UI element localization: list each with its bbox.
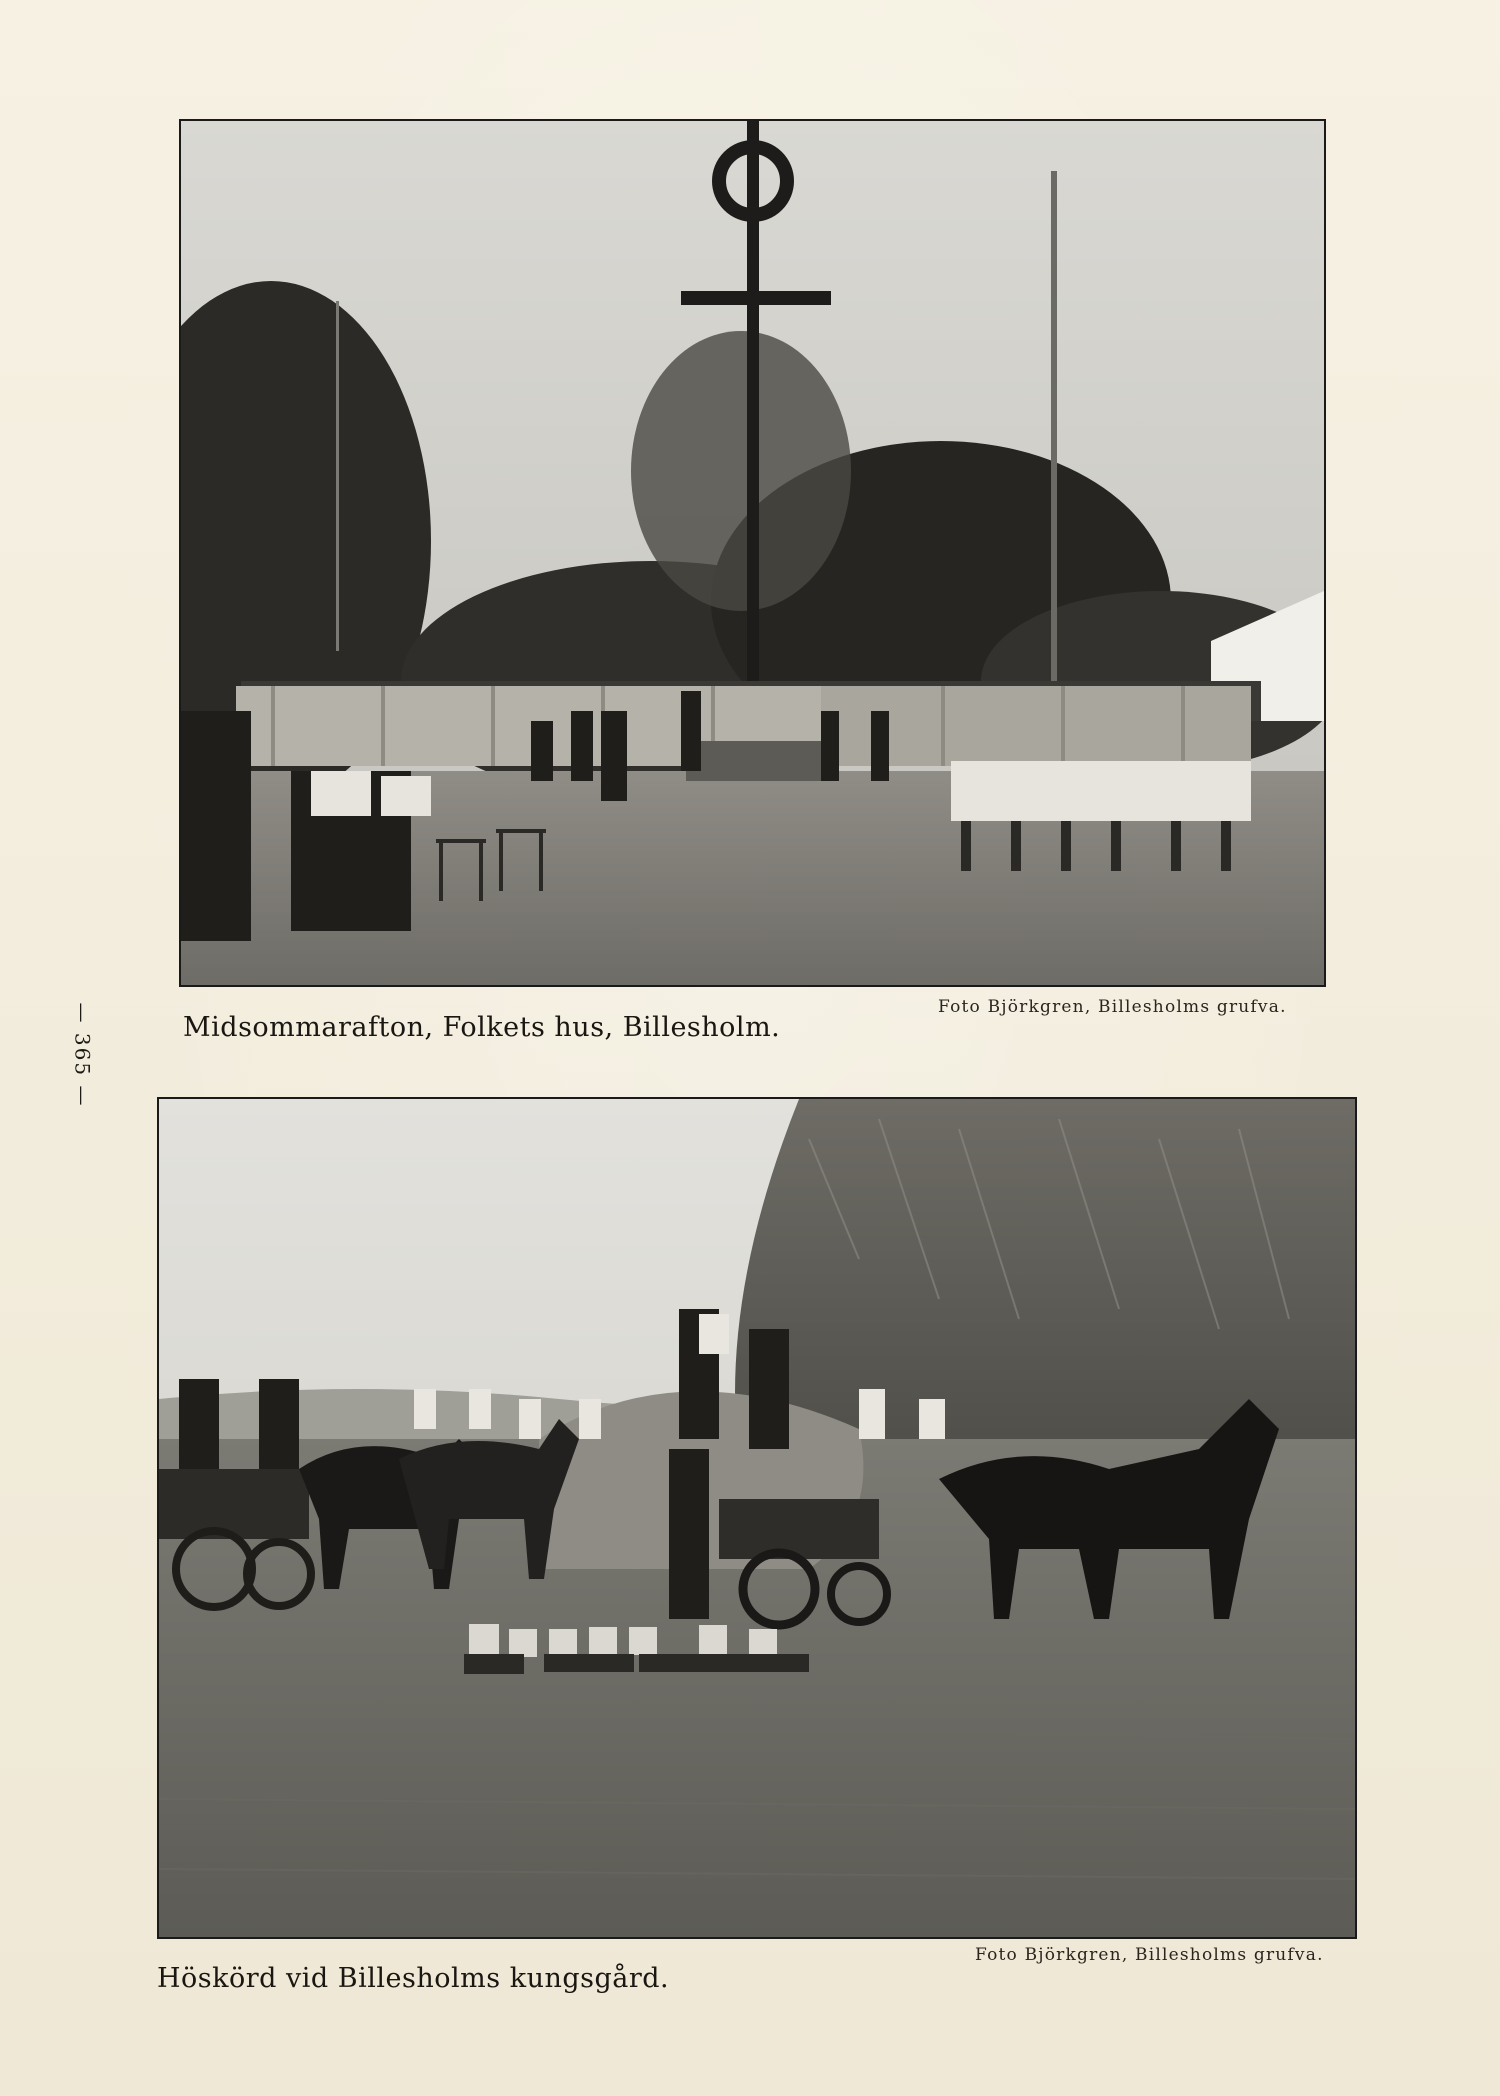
haymaking-photo-credit: Foto Björkgren, Billesholms grufva. — [975, 1945, 1324, 1965]
haymaking-photo — [157, 1097, 1357, 1939]
midsummer-photo-image — [181, 121, 1324, 985]
haymaking-caption: Höskörd vid Billesholms kungsgård. — [157, 1963, 670, 1994]
haymaking-photo-image — [159, 1099, 1355, 1937]
midsummer-caption: Midsommarafton, Folkets hus, Billesholm. — [183, 1012, 781, 1043]
midsummer-photo — [179, 119, 1326, 987]
page-number-text: — 365 — — [70, 1002, 95, 1108]
midsummer-photo-credit: Foto Björkgren, Billesholms grufva. — [938, 997, 1287, 1017]
page-number — [62, 990, 102, 1120]
